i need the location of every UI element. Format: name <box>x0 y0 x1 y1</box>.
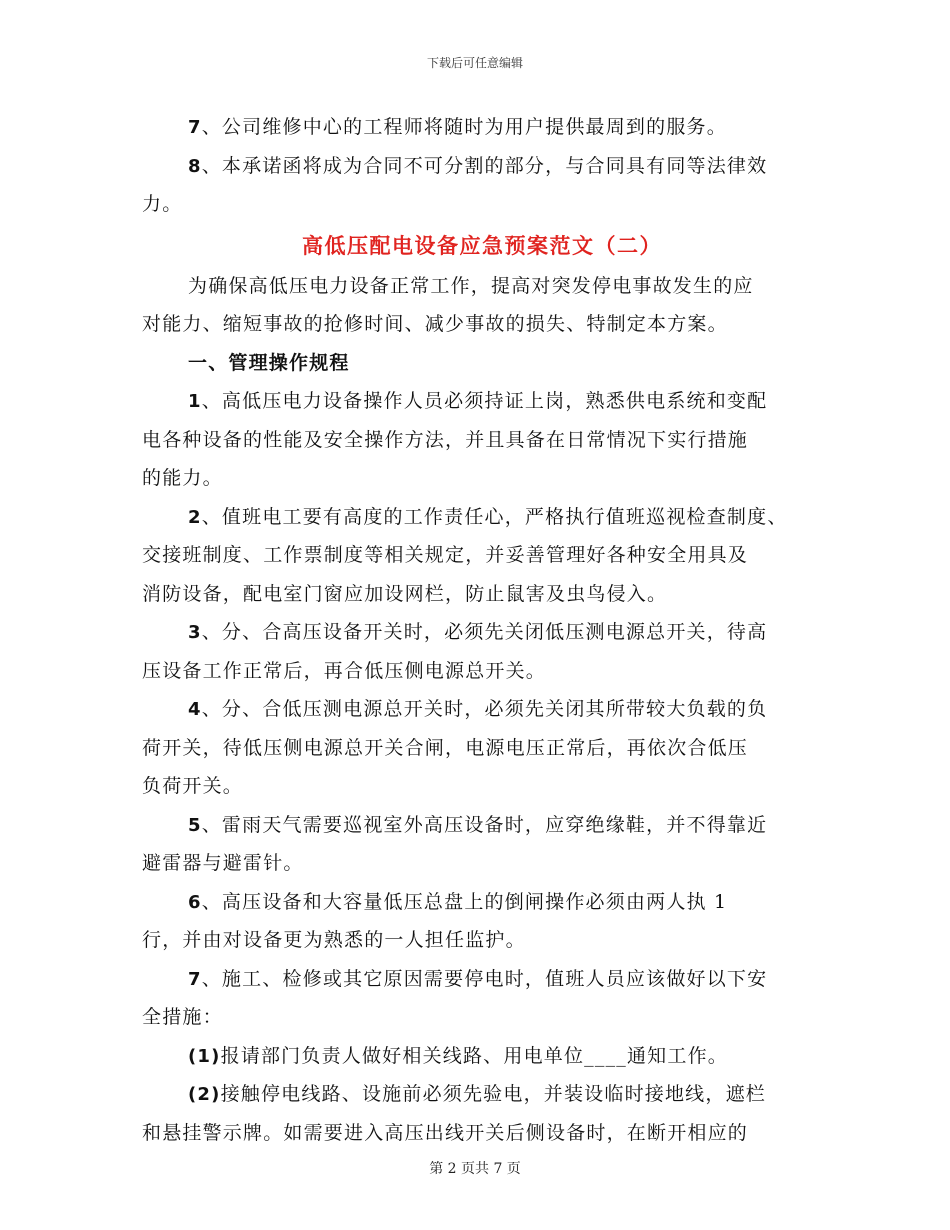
line-text: 荷开关，待低压侧电源总开关合闸，电源电压正常后，再依次合低压 <box>142 736 749 759</box>
item-number: 6 <box>188 891 202 913</box>
paragraph-line <box>142 806 822 845</box>
paragraph-line <box>142 960 822 999</box>
section-heading <box>142 344 822 383</box>
paragraph-line <box>142 536 822 575</box>
line-text: 高低压配电设备应急预案范文（二） <box>302 232 662 258</box>
paragraph-line <box>142 921 822 960</box>
paragraph-line <box>142 382 822 421</box>
paragraph-line <box>142 729 822 768</box>
line-text: 、分、合高压设备开关时，必须先关闭低压测电源总开关，待高 <box>201 621 768 643</box>
paragraph-line <box>142 575 822 614</box>
line-text: 全措施： <box>142 1006 223 1028</box>
line-text: 报请部门负责人做好相关线路、用电单位____通知工作。 <box>220 1044 728 1067</box>
paragraph-line <box>142 421 822 460</box>
item-number: 4 <box>188 699 202 720</box>
line-text: 对能力、缩短事故的抢修时间、减少事故的损失、特制定本方案。 <box>142 313 728 335</box>
item-number: 7 <box>188 968 202 990</box>
paragraph-line <box>142 998 822 1037</box>
paragraph-line <box>142 108 822 147</box>
page-footer: 第 2 页共 7 页 <box>429 1161 521 1177</box>
line-text: 负荷开关。 <box>142 775 244 797</box>
document-body <box>142 108 822 1152</box>
line-text: 接触停电线路、设施前必须先验电，并装设临时接地线，遮栏 <box>220 1083 766 1105</box>
line-text: 的能力。 <box>142 467 223 489</box>
paragraph-line <box>142 613 822 652</box>
paragraph-line <box>142 267 822 306</box>
line-text: 一、管理操作规程 <box>188 351 350 374</box>
paragraph-line <box>142 1075 822 1114</box>
paragraph-line <box>142 767 822 806</box>
line-text: 、值班电工要有高度的工作责任心，严格执行值班巡视检查制度、 <box>201 505 788 528</box>
line-text: 、高压设备和大容量低压总盘上的倒闸操作必须由两人执 1 <box>201 890 728 913</box>
line-text: 、高低压电力设备操作人员必须持证上岗，熟悉供电系统和变配 <box>201 390 768 412</box>
paragraph-line <box>142 498 822 537</box>
line-text: 、分、合低压测电源总开关时，必须先关闭其所带较大负载的负 <box>201 698 768 720</box>
paragraph-line <box>142 652 822 691</box>
line-text: 、施工、检修或其它原因需要停电时，值班人员应该做好以下安 <box>201 967 768 990</box>
paragraph-line <box>142 690 822 729</box>
line-text: 、公司维修中心的工程师将随时为用户提供最周到的服务。 <box>201 116 727 138</box>
line-text: 压设备工作正常后，再合低压侧电源总开关。 <box>142 659 547 682</box>
paragraph-line <box>142 844 822 883</box>
line-text: 和悬挂警示牌。如需要进入高压出线开关后侧设备时，在断开相应的 <box>142 1121 749 1144</box>
line-text: 交接班制度、工作票制度等相关规定，并妥善管理好各种安全用具及 <box>142 544 749 566</box>
line-text: 、本承诺函将成为合同不可分割的部分，与合同具有同等法律效 <box>201 154 768 177</box>
item-number: (1) <box>188 1045 221 1067</box>
paragraph-line <box>142 1037 822 1076</box>
paragraph-line <box>142 147 822 186</box>
item-number: 2 <box>188 506 202 528</box>
line-text: 力。 <box>142 193 183 215</box>
line-text: 、雷雨天气需要巡视室外高压设备时，应穿绝缘鞋，并不得靠近 <box>201 813 768 836</box>
item-number: 7 <box>188 117 202 138</box>
item-number: 3 <box>188 622 202 643</box>
paragraph-line <box>142 459 822 498</box>
paragraph-line <box>142 185 822 224</box>
item-number: 8 <box>188 155 202 177</box>
page-header: 下载后可任意编辑 <box>426 56 523 70</box>
line-text: 电各种设备的性能及安全操作方法，并且具备在日常情况下实行措施 <box>142 428 749 451</box>
line-text: 为确保高低压电力设备正常工作，提高对突发停电事故发生的应 <box>188 274 754 297</box>
line-text: 消防设备，配电室门窗应加设网栏，防止鼠害及虫鸟侵入。 <box>142 582 668 605</box>
line-text: 避雷器与避雷针。 <box>142 852 304 874</box>
paragraph-line <box>142 1114 822 1153</box>
line-text: 行，并由对设备更为熟悉的一人担任监护。 <box>142 929 526 951</box>
item-number: (2) <box>188 1084 221 1105</box>
paragraph-line <box>142 883 822 922</box>
section-title <box>142 224 822 267</box>
item-number: 5 <box>188 814 202 836</box>
paragraph-line <box>142 305 822 344</box>
item-number: 1 <box>188 391 202 412</box>
